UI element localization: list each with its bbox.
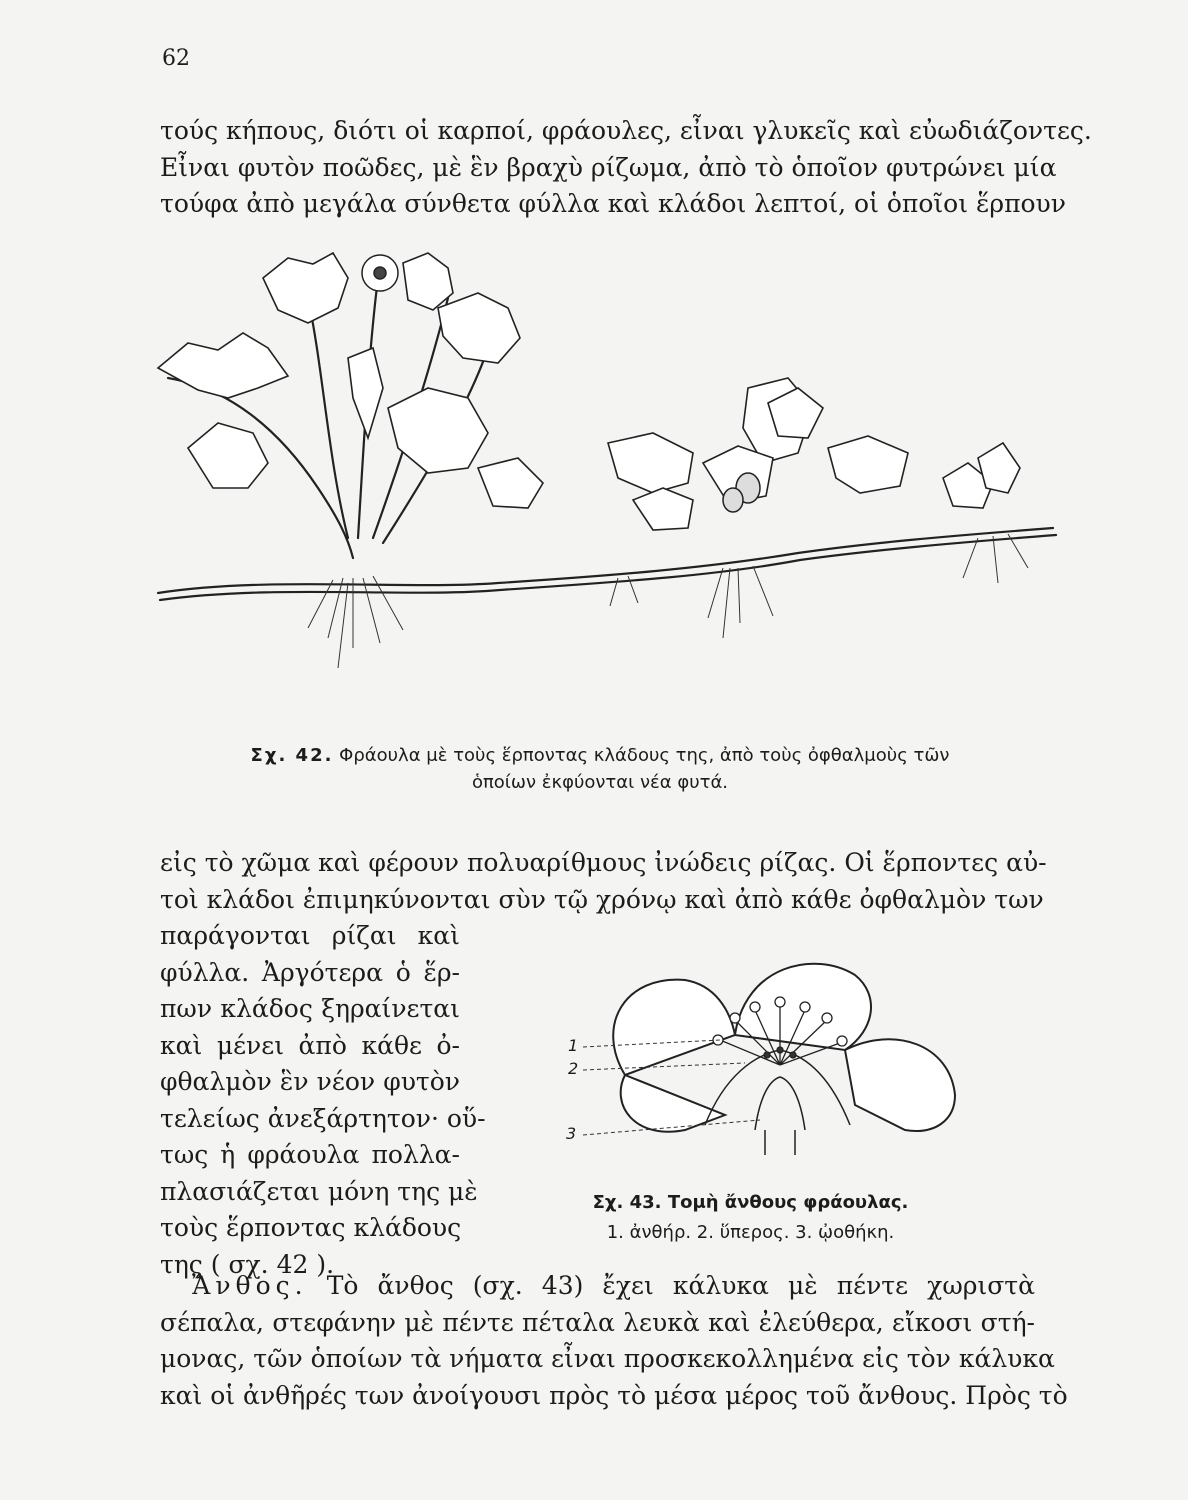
paragraph-bottom xyxy=(160,1268,1068,1414)
text-line: παράγονται ρίζαι καὶ xyxy=(160,921,460,950)
figure-42-caption xyxy=(190,742,1010,796)
figure-43-callout-1: 1 xyxy=(568,1036,579,1055)
text-line: πων κλάδος ξηραίνεται xyxy=(160,994,460,1023)
caption-line: ὁποίων ἐκφύονται νέα φυτά. xyxy=(471,772,729,793)
paragraph-top xyxy=(160,113,1092,223)
pistil xyxy=(777,1047,783,1053)
leaf xyxy=(158,333,288,398)
leaf xyxy=(608,433,693,493)
leaf xyxy=(388,388,488,473)
pistil xyxy=(790,1052,796,1058)
text-line: τως ἡ φράουλα πολλα- xyxy=(160,1140,460,1169)
figure-label: Σχ. 42. xyxy=(250,745,334,766)
leaf xyxy=(438,293,520,363)
caption-text: Φράουλα μὲ τοὺς ἕρποντας κλάδους της, ἀπὸ τοὺς ὀφθαλμοὺς τῶν xyxy=(339,745,950,766)
text-line: τοὶ κλάδοι ἐπιμηκύνονται σὺν τῷ χρόνῳ καὶ ἀπὸ κάθε ὀφθαλμὸν των xyxy=(160,884,1044,914)
flower-section-illustration xyxy=(555,955,995,1155)
text-line: Εἶναι φυτὸν ποῶδες, μὲ ἓν βραχὺ ρίζωμα, ἀπὸ τὸ ὁποῖον φυτρώνει μία xyxy=(160,152,1057,182)
page-number: 62 xyxy=(162,46,190,71)
runner-stem xyxy=(160,535,1056,600)
anther xyxy=(775,997,785,1007)
anther xyxy=(730,1013,740,1023)
leaf xyxy=(633,488,693,530)
petal xyxy=(845,1039,955,1131)
leaf xyxy=(263,253,348,323)
text-line: πλασιάζεται μόνη της μὲ xyxy=(160,1176,478,1206)
anther xyxy=(822,1013,832,1023)
figure-43-caption xyxy=(548,1188,953,1248)
figure-43-callout-2: 2 xyxy=(568,1059,579,1078)
text-line: καὶ μένει ἀπὸ κάθε ὀ- xyxy=(160,1030,460,1060)
text-line: εἰς τὸ χῶμα καὶ φέρουν πολυαρίθμους ἰνώδεις ρίζας. Οἱ ἕρποντες αὐ- xyxy=(160,848,1047,877)
figure-43-callout-3: 3 xyxy=(566,1124,577,1143)
text-line: φύλλα. Ἀργότερα ὁ ἕρ- xyxy=(160,957,460,987)
anther xyxy=(750,1002,760,1012)
receptacle xyxy=(755,1077,805,1130)
petal xyxy=(621,1075,725,1132)
text-line: τούς κήπους, διότι οἱ καρποί, φράουλες, εἶναι γλυκεῖς καὶ εὐωδιάζοντες. xyxy=(160,116,1092,145)
text-line: τοὺς ἕρποντας κλάδους xyxy=(160,1213,462,1242)
caption-line xyxy=(548,1188,953,1218)
stem xyxy=(765,1130,795,1155)
text-line: φθαλμὸν ἓν νέον φυτὸν xyxy=(160,1067,460,1096)
leaf xyxy=(828,436,908,493)
text-line xyxy=(160,1268,1035,1305)
anther xyxy=(800,1002,810,1012)
caption-legend: 1. ἀνθήρ. 2. ὕπερος. 3. ᾠοθήκη. xyxy=(606,1222,895,1243)
anther xyxy=(837,1036,847,1046)
text-line: της ( σχ. 42 ). xyxy=(160,1249,335,1279)
figure-label: Σχ. 43. xyxy=(592,1192,662,1213)
strawberry-plant-illustration xyxy=(148,238,1078,688)
petal xyxy=(613,980,735,1075)
leaf xyxy=(403,253,453,310)
receptacle xyxy=(705,1050,850,1125)
roots xyxy=(308,576,403,668)
leaf xyxy=(188,423,268,488)
text-line: μονας, τῶν ὁποίων τὰ νήματα εἶναι προσκεκολλημένα εἰς τὸν κάλυκα xyxy=(160,1344,1055,1373)
berry xyxy=(723,488,743,512)
spaced-heading-word: Ἄνθος. xyxy=(192,1271,308,1300)
pistil xyxy=(764,1052,770,1058)
leaf xyxy=(348,348,383,438)
roots xyxy=(708,566,773,638)
text-line: τελείως ἀνεξάρτητον· οὕ- xyxy=(160,1103,486,1133)
flower xyxy=(374,267,386,279)
text-line: σέπαλα, στεφάνην μὲ πέντε πέταλα λευκὰ καὶ ἐλεύθερα, εἴκοσι στή- xyxy=(160,1307,1035,1337)
caption-title: Τομὴ ἄνθους φράουλας. xyxy=(667,1192,909,1213)
text-line: τούφα ἀπὸ μεγάλα σύνθετα φύλλα καὶ κλάδοι λεπτοί, οἱ ὁποῖοι ἕρπουν xyxy=(160,189,1066,218)
text-line: καὶ οἱ ἀνθῆρές των ἀνοίγουσι πρὸς τὸ μέσα μέρος τοῦ ἄνθους. Πρὸς τὸ xyxy=(160,1380,1068,1410)
caption-line xyxy=(190,742,1010,769)
leaf xyxy=(478,458,543,508)
line-text: Τὸ ἄνθος (σχ. 43) ἔχει κάλυκα μὲ πέντε χωριστὰ xyxy=(326,1271,1035,1300)
